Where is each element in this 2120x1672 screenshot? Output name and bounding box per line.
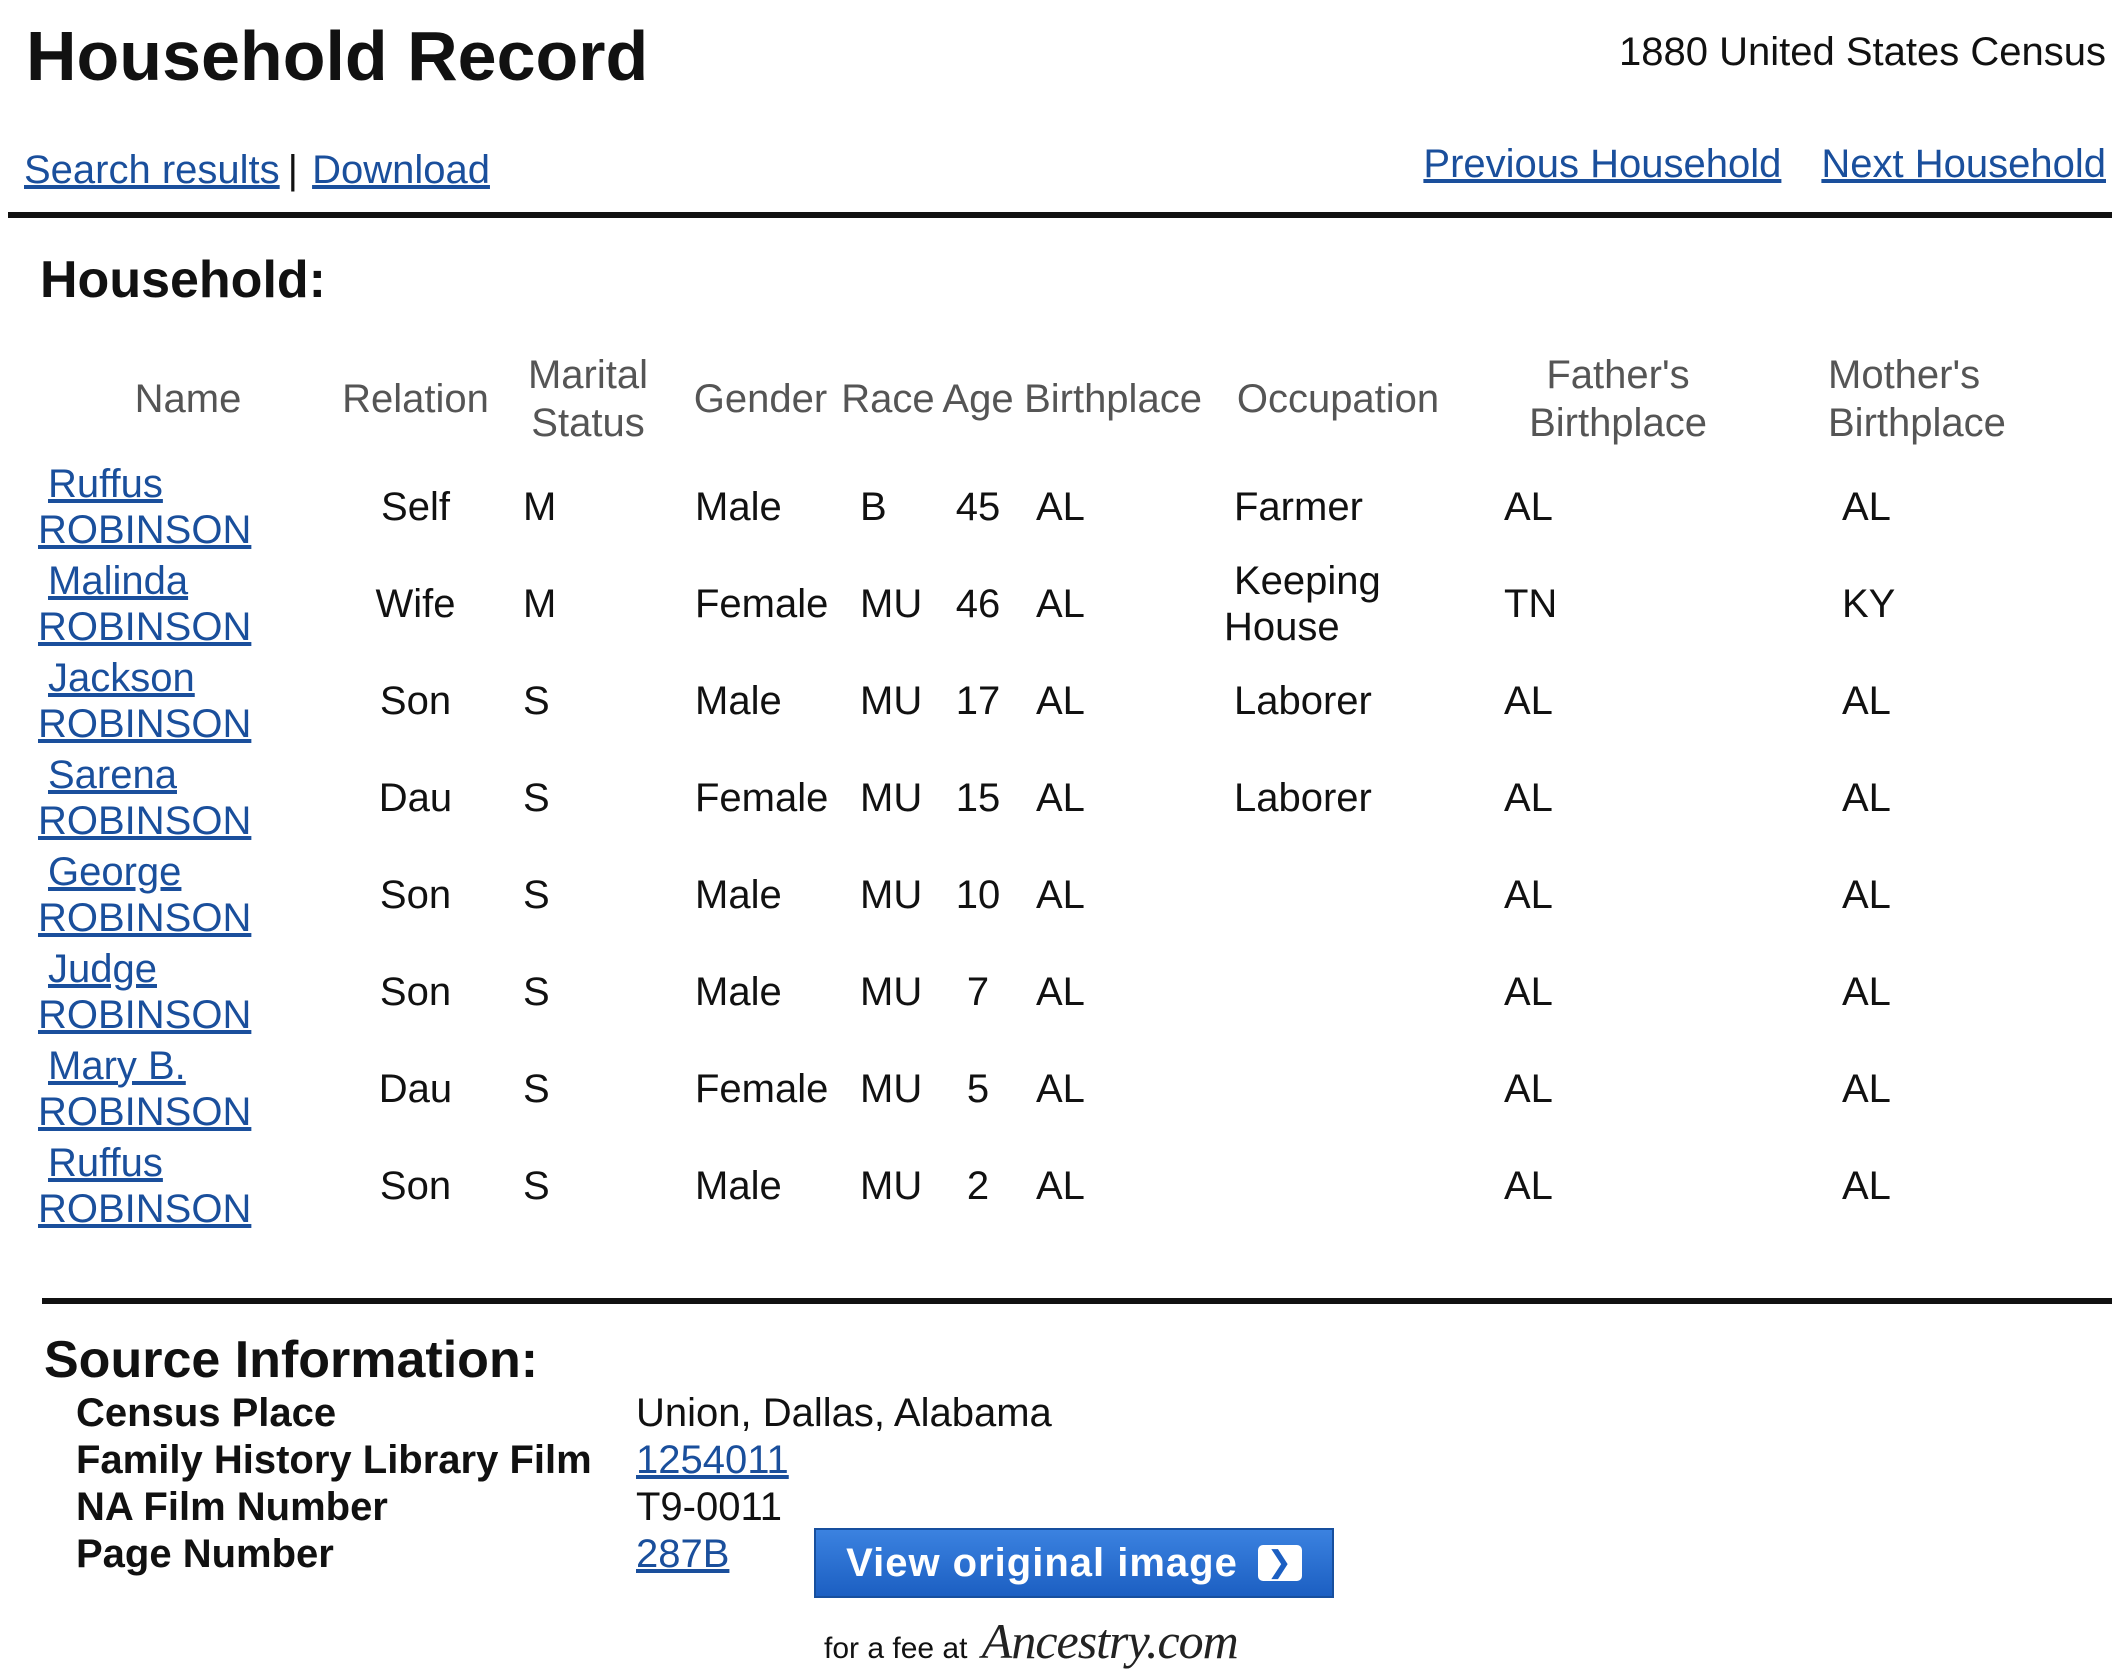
occupation-cell xyxy=(1208,943,1468,1040)
marital-cell: S xyxy=(523,969,550,1014)
next-household-link[interactable]: Next Household xyxy=(1821,142,2106,186)
nav-left xyxy=(24,148,490,193)
film-label: Family History Library Film xyxy=(76,1438,592,1482)
col-relation: Relation xyxy=(342,377,489,421)
fee-text: for a fee at xyxy=(824,1632,968,1665)
name-cell xyxy=(38,846,338,943)
source-row-film xyxy=(76,1437,1052,1484)
person-first-name-link[interactable]: Judge xyxy=(48,946,157,991)
age-cell: 17 xyxy=(955,678,1001,723)
household-heading: Household: xyxy=(40,251,326,309)
col-gender: Gender xyxy=(693,377,828,421)
gender-cell: Male xyxy=(695,1163,782,1208)
father-birthplace-cell: AL xyxy=(1504,1163,1553,1208)
col-occupation: Occupation xyxy=(1236,377,1440,421)
census-name: 1880 United States Census xyxy=(1619,30,2106,74)
download-link[interactable]: Download xyxy=(312,148,490,192)
occupation-line-1: Farmer xyxy=(1234,484,1363,529)
gender-cell: Male xyxy=(695,872,782,917)
relation-cell: Dau xyxy=(378,775,453,820)
marital-cell: S xyxy=(523,678,550,723)
person-first-name-link[interactable]: Ruffus xyxy=(48,1140,163,1185)
gender-cell: Male xyxy=(695,678,782,723)
age-cell: 7 xyxy=(966,969,990,1014)
table-row xyxy=(38,1040,2118,1137)
birthplace-cell: AL xyxy=(1036,484,1085,529)
person-first-name-link[interactable]: Jackson xyxy=(48,655,195,700)
table-row xyxy=(38,846,2118,943)
header-divider xyxy=(8,212,2112,218)
birthplace-cell: AL xyxy=(1036,872,1085,917)
birthplace-cell: AL xyxy=(1036,775,1085,820)
source-row-na-film xyxy=(76,1484,1052,1531)
gender-cell: Female xyxy=(695,1066,829,1111)
chevron-right-icon: ❯ xyxy=(1258,1545,1302,1581)
person-last-name-link[interactable]: ROBINSON xyxy=(38,895,252,940)
father-birthplace-cell: AL xyxy=(1504,969,1553,1014)
relation-cell: Son xyxy=(379,969,452,1014)
na-film-label: NA Film Number xyxy=(76,1485,388,1529)
person-last-name-link[interactable]: ROBINSON xyxy=(38,507,252,552)
person-first-name-link[interactable]: Malinda xyxy=(48,558,189,603)
gender-cell: Male xyxy=(695,969,782,1014)
mother-birthplace-cell: KY xyxy=(1842,581,1896,626)
race-cell: MU xyxy=(860,1066,923,1111)
occupation-cell xyxy=(1208,1040,1468,1137)
col-age: Age xyxy=(942,377,1014,421)
gender-cell: Female xyxy=(695,581,829,626)
household-rows xyxy=(38,458,2118,1234)
occupation-cell xyxy=(1208,458,1468,555)
name-cell xyxy=(38,652,338,749)
gender-cell: Female xyxy=(695,775,829,820)
view-original-image-button[interactable] xyxy=(814,1528,1334,1598)
person-last-name-link[interactable]: ROBINSON xyxy=(38,604,252,649)
col-birthplace: Birthplace xyxy=(1024,377,1202,421)
birthplace-cell: AL xyxy=(1036,1163,1085,1208)
occupation-line-1: Laborer xyxy=(1234,678,1372,723)
table-row xyxy=(38,943,2118,1040)
census-place-label: Census Place xyxy=(76,1391,337,1435)
table-row xyxy=(38,1137,2118,1234)
occupation-line-1: Laborer xyxy=(1234,775,1372,820)
person-first-name-link[interactable]: Ruffus xyxy=(48,461,163,506)
col-name: Name xyxy=(134,377,242,421)
film-link[interactable]: 1254011 xyxy=(636,1438,789,1482)
ancestry-logo: Ancestry.com xyxy=(981,1613,1238,1669)
occupation-cell xyxy=(1208,1137,1468,1234)
source-row-census-place xyxy=(76,1390,1052,1437)
race-cell: MU xyxy=(860,678,923,723)
father-birthplace-cell: AL xyxy=(1504,678,1553,723)
age-cell: 15 xyxy=(955,775,1001,820)
birthplace-cell: AL xyxy=(1036,678,1085,723)
page-number-label: Page Number xyxy=(76,1532,334,1576)
name-cell xyxy=(38,458,338,555)
marital-cell: S xyxy=(523,1066,550,1111)
view-original-image-label: View original image xyxy=(846,1541,1238,1585)
race-cell: MU xyxy=(860,1163,923,1208)
name-cell xyxy=(38,1137,338,1234)
race-cell: B xyxy=(860,484,887,529)
marital-cell: S xyxy=(523,775,550,820)
father-birthplace-cell: AL xyxy=(1504,872,1553,917)
name-cell xyxy=(38,749,338,846)
source-heading: Source Information: xyxy=(44,1331,539,1389)
birthplace-cell: AL xyxy=(1036,581,1085,626)
relation-cell: Son xyxy=(379,1163,452,1208)
col-marital: Marital Status xyxy=(527,353,649,445)
page-number-link[interactable]: 287B xyxy=(636,1532,730,1576)
age-cell: 10 xyxy=(955,872,1001,917)
relation-cell: Self xyxy=(381,484,450,529)
marital-cell: M xyxy=(523,484,557,529)
age-cell: 5 xyxy=(966,1066,990,1111)
table-header-row xyxy=(38,340,2118,458)
occupation-cell xyxy=(1208,555,1468,652)
table-row xyxy=(38,652,2118,749)
person-last-name-link[interactable]: ROBINSON xyxy=(38,701,252,746)
mother-birthplace-cell: AL xyxy=(1842,678,1891,723)
race-cell: MU xyxy=(860,969,923,1014)
relation-cell: Son xyxy=(379,872,452,917)
gender-cell: Male xyxy=(695,484,782,529)
source-divider xyxy=(42,1298,2112,1304)
page-title: Household Record xyxy=(26,17,649,95)
occupation-cell xyxy=(1208,652,1468,749)
previous-household-link[interactable]: Previous Household xyxy=(1423,142,1782,186)
relation-cell: Wife xyxy=(375,581,456,626)
occupation-line-1: Keeping xyxy=(1234,558,1381,603)
table-row xyxy=(38,458,2118,555)
mother-birthplace-cell: AL xyxy=(1842,969,1891,1014)
fee-note xyxy=(824,1612,1238,1670)
relation-cell: Son xyxy=(379,678,452,723)
marital-cell: S xyxy=(523,1163,550,1208)
person-first-name-link[interactable]: George xyxy=(48,849,182,894)
table-row xyxy=(38,749,2118,846)
mother-birthplace-cell: AL xyxy=(1842,775,1891,820)
birthplace-cell: AL xyxy=(1036,1066,1085,1111)
mother-birthplace-cell: AL xyxy=(1842,872,1891,917)
mother-birthplace-cell: AL xyxy=(1842,1066,1891,1111)
na-film-value: T9-0011 xyxy=(636,1485,783,1529)
occupation-cell xyxy=(1208,749,1468,846)
age-cell: 2 xyxy=(966,1163,990,1208)
name-cell xyxy=(38,943,338,1040)
person-last-name-link[interactable]: ROBINSON xyxy=(38,1089,252,1134)
name-cell xyxy=(38,555,338,652)
col-race: Race xyxy=(841,377,935,421)
nav-separator: | xyxy=(287,148,299,192)
household-table xyxy=(38,340,2118,1234)
person-first-name-link[interactable]: Mary B. xyxy=(48,1043,186,1088)
marital-cell: M xyxy=(523,581,557,626)
person-last-name-link[interactable]: ROBINSON xyxy=(38,798,252,843)
father-birthplace-cell: TN xyxy=(1504,581,1558,626)
col-father-birthplace: Father's Birthplace xyxy=(1529,353,1707,445)
search-results-link[interactable]: Search results xyxy=(24,148,280,192)
race-cell: MU xyxy=(860,581,923,626)
occupation-cell xyxy=(1208,846,1468,943)
relation-cell: Dau xyxy=(378,1066,453,1111)
person-last-name-link[interactable]: ROBINSON xyxy=(38,992,252,1037)
race-cell: MU xyxy=(860,872,923,917)
mother-birthplace-cell: AL xyxy=(1842,484,1891,529)
father-birthplace-cell: AL xyxy=(1504,775,1553,820)
occupation-line-2: House xyxy=(1224,604,1340,649)
father-birthplace-cell: AL xyxy=(1504,1066,1553,1111)
table-row xyxy=(38,555,2118,652)
age-cell: 45 xyxy=(955,484,1001,529)
person-last-name-link[interactable]: ROBINSON xyxy=(38,1186,252,1231)
birthplace-cell: AL xyxy=(1036,969,1085,1014)
age-cell: 46 xyxy=(955,581,1001,626)
person-first-name-link[interactable]: Sarena xyxy=(48,752,177,797)
father-birthplace-cell: AL xyxy=(1504,484,1553,529)
nav-right xyxy=(1423,142,2106,187)
col-mother-birthplace: Mother's Birthplace xyxy=(1828,353,2006,445)
race-cell: MU xyxy=(860,775,923,820)
census-place-value: Union, Dallas, Alabama xyxy=(636,1391,1052,1435)
mother-birthplace-cell: AL xyxy=(1842,1163,1891,1208)
marital-cell: S xyxy=(523,872,550,917)
name-cell xyxy=(38,1040,338,1137)
